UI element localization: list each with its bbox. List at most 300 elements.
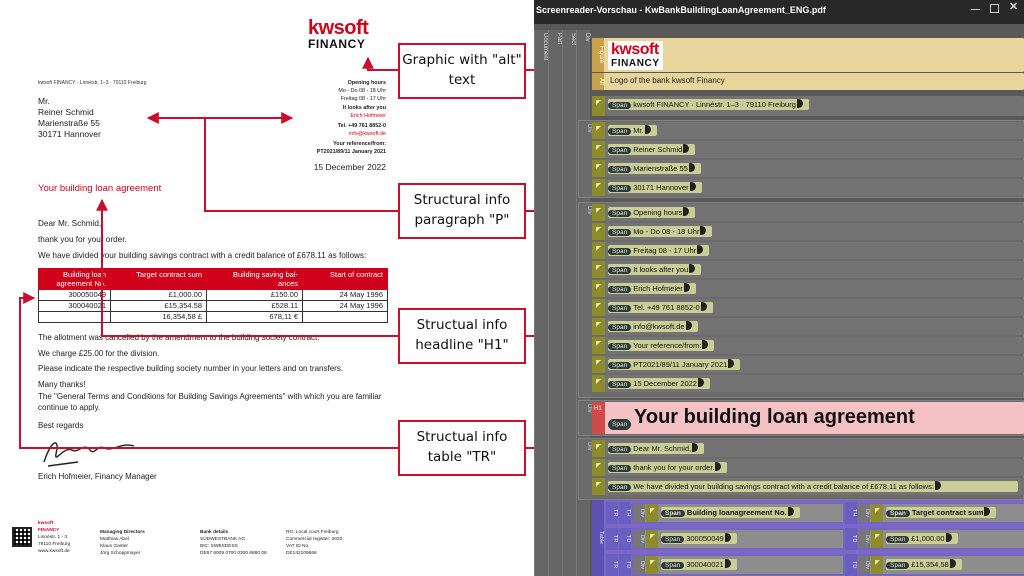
expand-icon	[650, 508, 655, 513]
span-text: Freitag 08 - 17 Uhr	[633, 246, 697, 255]
span-end-icon	[700, 226, 706, 235]
td-tag: TD	[619, 554, 631, 576]
span-end-icon	[690, 182, 696, 191]
expand-icon	[596, 208, 601, 213]
span-end-icon	[725, 559, 731, 568]
signer-name: Erich Hofmeier, Financy Manager	[38, 472, 157, 481]
tr-tag: TR	[606, 528, 618, 550]
email: info@kwsoft.de	[349, 130, 386, 137]
table-cell: 300050049	[39, 290, 111, 301]
span-node[interactable]	[886, 507, 996, 518]
footer-register	[286, 530, 342, 558]
recipient-address	[38, 96, 101, 140]
table-header: Building loan agreement No.	[39, 269, 111, 290]
letter-date: 15 December 2022	[313, 162, 386, 173]
p-tag	[592, 261, 605, 278]
span-text: Target contract sum	[911, 508, 984, 517]
span-end-icon	[788, 507, 794, 516]
span-node[interactable]	[661, 507, 800, 518]
p-tag	[871, 530, 883, 548]
p-tag	[592, 337, 605, 354]
span-text: 300040021	[686, 560, 724, 569]
reference-label: Your reference/from:	[333, 140, 386, 147]
td-cell[interactable]	[858, 556, 1024, 574]
span-tag: Span	[608, 185, 631, 192]
expand-icon	[596, 303, 601, 308]
span-end-icon	[728, 359, 734, 368]
span-text: 300050049	[686, 534, 724, 543]
span-end-icon	[935, 481, 941, 490]
div-tag: Div	[633, 556, 645, 574]
p-tag	[646, 556, 658, 574]
table-cell: £150.00	[207, 290, 303, 301]
p-node[interactable]	[592, 299, 1024, 316]
p-node[interactable]	[592, 280, 1024, 297]
span-tag: Span	[608, 147, 631, 154]
div-tag: Div	[586, 206, 592, 215]
table-cell	[39, 312, 111, 323]
footer-line: BIC: SWBSDESS	[200, 543, 238, 549]
td-tag: TD	[619, 528, 631, 550]
table-node[interactable]	[592, 500, 1024, 576]
p-tag	[646, 504, 658, 522]
span-text: thank you for your order.	[633, 463, 715, 472]
span-tag: Span	[608, 305, 631, 312]
expand-icon	[875, 560, 880, 565]
th-tag: TH	[619, 502, 631, 524]
p-tag	[592, 375, 605, 392]
logo-brand: kwsoft	[308, 17, 369, 39]
expand-icon	[650, 534, 655, 539]
p-node[interactable]	[592, 440, 1024, 457]
expand-icon	[596, 100, 601, 105]
span-tag: Span	[661, 562, 684, 569]
span-end-icon	[702, 340, 708, 349]
span-tag: Span	[608, 229, 631, 236]
table-tag: Table	[592, 500, 604, 576]
th-tag: TH	[845, 502, 857, 524]
footer-line: Bank details	[200, 530, 229, 535]
footer-line: Jörg Schoppmayer	[100, 550, 141, 556]
span-text: Erich Hofmeier	[633, 284, 683, 293]
letter-body	[38, 330, 388, 434]
span-tag: Span	[608, 248, 631, 255]
body-paragraph: Best regards	[38, 421, 84, 431]
p-tag	[592, 160, 605, 177]
p-tag	[592, 440, 605, 457]
screenreader-preview-window	[534, 0, 1024, 576]
span-node[interactable]	[661, 559, 737, 570]
div-tag: Div	[586, 404, 592, 413]
p-node[interactable]	[592, 242, 1024, 259]
opening-hours-line: Freitag 08 - 17 Uhr	[340, 95, 386, 102]
tree-level-document[interactable]	[534, 30, 548, 576]
expand-icon	[596, 246, 601, 251]
contact-person: Erich Hofmeier	[350, 113, 386, 120]
span-tag: Span	[608, 324, 631, 331]
div-tag: Div	[858, 556, 870, 574]
table-header-row	[39, 269, 388, 290]
expand-icon	[596, 322, 601, 327]
span-text: PT2021/89/11 January 2021	[633, 360, 728, 369]
h1-node[interactable]	[592, 402, 1024, 434]
signature-image	[38, 432, 138, 472]
footer-line: DE142109666	[286, 550, 317, 556]
p-node[interactable]	[592, 160, 1024, 177]
table-cell: 24 May 1996	[303, 301, 388, 312]
expand-icon	[596, 164, 601, 169]
div-tag: Div	[858, 504, 870, 522]
body-paragraph: Please indicate the respective building society number in your letters and on transfers.	[38, 364, 344, 374]
greeting-line: thank you for your order.	[38, 234, 127, 244]
span-text: Mo - Do 08 - 18 Uhr	[633, 227, 700, 236]
span-node[interactable]	[608, 340, 714, 351]
level-label: Document	[542, 33, 548, 61]
body-paragraph: We charge £25.00 for the division.	[38, 348, 160, 358]
div-tag: Div	[633, 504, 645, 522]
span-end-icon	[701, 302, 707, 311]
span-tag: Span	[608, 362, 631, 369]
p-node[interactable]	[592, 459, 1024, 476]
tree-level-part[interactable]	[548, 30, 562, 576]
p-tag	[592, 204, 605, 221]
opening-hours-title: Opening hours	[347, 80, 386, 86]
span-end-icon	[946, 533, 952, 542]
table-header: Building saving bal- ances	[207, 269, 303, 290]
td-cell[interactable]	[633, 556, 843, 574]
expand-icon	[596, 444, 601, 449]
span-text: We have divided your building savings contract with a credit balance of £678.11 as follows:	[633, 482, 934, 491]
alt-text: Logo of the bank kwsoft Financy	[610, 76, 725, 85]
span-tag: Span	[661, 510, 685, 517]
table-cell	[303, 312, 388, 323]
footer-line: Matthias Abel	[100, 536, 129, 542]
expand-icon	[650, 560, 655, 565]
span-text: It looks after you	[633, 265, 689, 274]
figure-node[interactable]	[592, 38, 1024, 72]
sender-line: kwsoft FINANCY · Linnéstr. 1–3 · 79110 Freiburg	[38, 80, 147, 86]
level-label: Part	[556, 33, 562, 45]
span-node[interactable]	[608, 378, 710, 389]
callout-alt-text: Graphic with "alt" text	[398, 43, 526, 99]
expand-icon	[596, 379, 601, 384]
tr-node[interactable]	[606, 554, 1024, 576]
span-tag: Span	[608, 484, 631, 491]
footer-directors	[100, 530, 145, 558]
td-tag: TD	[845, 554, 857, 576]
span-node[interactable]	[608, 207, 695, 218]
greeting-line: Dear Mr. Schmid,	[38, 219, 102, 228]
footer-line: www.kwsoft.de	[38, 548, 70, 554]
p-node[interactable]	[592, 96, 1024, 116]
table-cell: £528.11	[207, 301, 303, 312]
alt-tag: Alt	[592, 73, 604, 90]
span-text: Opening hours	[633, 208, 683, 217]
expand-icon	[596, 183, 601, 188]
span-node[interactable]	[661, 533, 737, 544]
span-text: Building loanagreement No.	[686, 508, 787, 517]
p-node[interactable]	[592, 204, 1024, 221]
table-row	[39, 290, 388, 301]
span-end-icon	[797, 99, 803, 108]
figure-logo-sub: FINANCY	[611, 58, 660, 69]
table-row	[39, 301, 388, 312]
p-tag	[592, 223, 605, 240]
span-end-icon	[683, 207, 689, 216]
span-node[interactable]	[608, 481, 1018, 492]
div-tag: Div	[858, 530, 870, 548]
p-tag	[871, 556, 883, 574]
greeting-line: We have divided your building savings contract with a credit balance of £678.11 as follows:	[38, 250, 367, 260]
tr-tag: TR	[606, 502, 618, 524]
letter-document	[0, 0, 400, 576]
level-label: Div	[584, 33, 590, 42]
kwsoft-logo	[308, 18, 368, 51]
span-node[interactable]	[608, 125, 657, 136]
p-node[interactable]	[592, 337, 1024, 354]
span-text: Reiner Schmid	[633, 145, 683, 154]
footer-line: RG: Local court Freiburg	[286, 530, 339, 535]
span-end-icon	[697, 245, 703, 254]
p-node[interactable]	[592, 318, 1024, 335]
span-tag: Span	[886, 510, 910, 517]
p-tag	[592, 356, 605, 373]
span-tag: Span	[608, 446, 631, 453]
table-header: Start of contract	[303, 269, 388, 290]
span-node[interactable]	[608, 321, 698, 332]
span-node[interactable]	[608, 226, 712, 237]
callout-headline: Structual info headline "H1"	[398, 308, 526, 364]
level-label: Sect	[570, 33, 576, 46]
span-text: 30171 Hannover	[633, 183, 689, 192]
span-end-icon	[684, 283, 690, 292]
footer-line: VAT ID No.	[286, 543, 310, 549]
minimize-button[interactable]	[971, 4, 980, 10]
footer-line: FINANCY	[38, 527, 60, 533]
p-node[interactable]	[592, 179, 1024, 196]
callout-paragraph: Structural info paragraph "P"	[398, 183, 526, 239]
p-node[interactable]	[592, 141, 1024, 158]
p-node[interactable]	[592, 261, 1024, 278]
close-button[interactable]: ✕	[1009, 1, 1019, 13]
td-cell[interactable]	[633, 530, 843, 548]
tr-node[interactable]	[606, 528, 1024, 550]
p-tag	[592, 318, 605, 335]
expand-icon	[596, 284, 601, 289]
span-end-icon	[689, 163, 695, 172]
p-node[interactable]	[592, 375, 1024, 392]
span-end-icon	[725, 533, 731, 542]
span-tag: Span	[608, 128, 631, 135]
footer-bank	[200, 530, 267, 558]
table-cell: 300040021	[39, 301, 111, 312]
logo-sub: FINANCY	[308, 37, 366, 51]
span-text: Tel. +49 761 8852-0	[633, 303, 700, 312]
span-node[interactable]	[608, 302, 713, 313]
tr-node[interactable]	[606, 502, 1024, 524]
span-tag: Span	[608, 286, 631, 293]
span-text: info@kwsoft.de	[633, 322, 685, 331]
body-paragraph: Many thanks!	[38, 379, 86, 389]
footer-line: Managing Directors	[100, 530, 145, 535]
expand-icon	[875, 534, 880, 539]
p-node[interactable]	[592, 478, 1024, 495]
expand-icon	[875, 508, 880, 513]
span-text: Mr.	[633, 126, 644, 135]
contact-block	[266, 80, 386, 174]
span-end-icon	[950, 559, 956, 568]
footer-company	[38, 521, 70, 556]
figure-tag: Figure	[592, 38, 604, 72]
maximize-button[interactable]	[990, 4, 999, 13]
expand-icon	[596, 265, 601, 270]
span-node[interactable]	[608, 359, 740, 370]
p-node[interactable]	[592, 223, 1024, 240]
th-cell[interactable]	[633, 504, 843, 522]
qr-code-icon	[12, 527, 32, 547]
table-row	[39, 312, 388, 323]
span-node[interactable]	[608, 163, 701, 174]
footer-line: Linnéstr. 1 - 3	[38, 534, 68, 540]
recipient-line: Mr.	[38, 96, 50, 106]
span-node[interactable]	[608, 99, 809, 110]
span-node[interactable]	[608, 264, 701, 275]
span-text: kwsoft FINANCY · Linnéstr. 1–3 · 79110 Freiburg	[633, 100, 796, 109]
span-node[interactable]	[608, 443, 704, 454]
div-tag: Div	[633, 530, 645, 548]
span-end-icon	[683, 144, 689, 153]
div-tag: Div	[586, 124, 592, 133]
body-paragraph: The "General Terms and Conditions for Building Savings Agreements" with which you are familiar continue to apply.	[38, 392, 382, 412]
footer-line: Commercial register: 2020	[286, 536, 343, 542]
table-header: Target contract sum	[111, 269, 207, 290]
phone: Tel. +49 761 8852-0	[337, 123, 386, 130]
span-text: Marienstraße 55	[633, 164, 688, 173]
letter-headline: Your building loan agreement	[38, 183, 162, 194]
p-tag	[592, 96, 605, 116]
span-tag: Span	[608, 381, 631, 388]
footer-line: SÜDWESTBANK AG	[200, 536, 246, 542]
span-node[interactable]	[886, 533, 958, 544]
span-text: £1,000.00	[911, 534, 945, 543]
span-tag: Span	[608, 343, 631, 350]
loan-table	[38, 268, 388, 323]
p-tag	[592, 141, 605, 158]
p-tag	[592, 122, 605, 139]
span-tag: Span	[608, 419, 631, 430]
structure-tree	[534, 24, 1024, 576]
span-tag: Span	[608, 102, 631, 109]
div-tag: Div	[586, 442, 592, 451]
h1-text: Your building loan agreement	[634, 406, 915, 428]
footer-line: kwsoft	[38, 521, 54, 526]
span-tag: Span	[886, 562, 909, 569]
table-cell: £1,000.00	[111, 290, 207, 301]
span-text: 15 December 2022	[633, 379, 697, 388]
p-tag	[592, 280, 605, 297]
span-end-icon	[689, 264, 695, 273]
span-node[interactable]	[608, 283, 696, 294]
span-node[interactable]	[608, 245, 709, 256]
span-node[interactable]	[608, 462, 727, 473]
p-tag	[646, 530, 658, 548]
p-tag	[592, 459, 605, 476]
span-tag: Span	[608, 465, 631, 472]
reference-value: PT2021/89/11 January 2021	[316, 148, 386, 155]
expand-icon	[596, 360, 601, 365]
footer-line: 79110 Freiburg	[38, 541, 71, 547]
p-tag	[592, 179, 605, 196]
recipient-line: Marienstraße 55	[38, 118, 100, 129]
p-node[interactable]	[592, 356, 1024, 373]
body-paragraph: The allotment was cancelled by the amendment to the building society contract.	[38, 333, 320, 342]
span-text: Your reference/from:	[633, 341, 702, 350]
p-tag	[871, 504, 883, 522]
p-node[interactable]	[592, 122, 1024, 139]
figure-logo	[608, 41, 663, 70]
expand-icon	[596, 126, 601, 131]
span-text: Dear Mr. Schmid,	[633, 444, 692, 453]
p-tag	[592, 478, 605, 495]
span-tag: Span	[608, 267, 631, 274]
span-end-icon	[645, 125, 651, 134]
td-tag: TD	[845, 528, 857, 550]
recipient-line: 30171 Hannover	[38, 129, 101, 140]
span-tag: Span	[608, 166, 631, 173]
table-cell: 16,354,58 £	[111, 312, 207, 323]
p-tag	[592, 242, 605, 259]
span-text: £15,354,58	[911, 560, 949, 569]
span-end-icon	[692, 443, 698, 452]
window-titlebar	[534, 0, 1024, 24]
td-cell[interactable]	[858, 530, 1024, 548]
p-tag	[592, 299, 605, 316]
table-cell: 678,11 €	[207, 312, 303, 323]
greeting-block	[38, 216, 366, 264]
span-end-icon	[698, 378, 704, 387]
alt-text-node[interactable]	[592, 73, 1024, 90]
span-tag: Span	[608, 210, 631, 217]
span-end-icon	[686, 321, 692, 330]
tree-level-sect[interactable]	[562, 30, 576, 576]
footer-line: DE67 6009 0700 0300 6880 08	[200, 550, 267, 556]
letter-footer	[12, 521, 392, 571]
span-tag: Span	[661, 536, 684, 543]
h1-tag	[592, 402, 605, 434]
span-end-icon	[984, 507, 990, 516]
span-node[interactable]	[886, 559, 962, 570]
expand-icon	[596, 463, 601, 468]
th-cell[interactable]	[858, 504, 1024, 522]
span-node[interactable]	[608, 182, 702, 193]
looks-after-label: It looks after you	[342, 105, 386, 112]
expand-icon	[596, 341, 601, 346]
expand-icon	[596, 145, 601, 150]
footer-line: Klaus Ganter	[100, 543, 128, 549]
window-title: Screenreader-Vorschau - KwBankBuildingLoanAgreement_ENG.pdf	[536, 5, 826, 15]
tr-tag: TR	[606, 554, 618, 576]
span-end-icon	[715, 462, 721, 471]
opening-hours-line: Mo - Do 08 - 18 Uhr	[338, 87, 386, 94]
span-tag: Span	[886, 536, 909, 543]
table-cell: £15,354.58	[111, 301, 207, 312]
span-node[interactable]	[608, 144, 695, 155]
callout-table-row: Structual info table "TR"	[398, 420, 526, 476]
table-cell: 24 May 1996	[303, 290, 388, 301]
expand-icon	[596, 482, 601, 487]
expand-icon	[596, 227, 601, 232]
recipient-line: Reiner Schmid	[38, 107, 94, 118]
